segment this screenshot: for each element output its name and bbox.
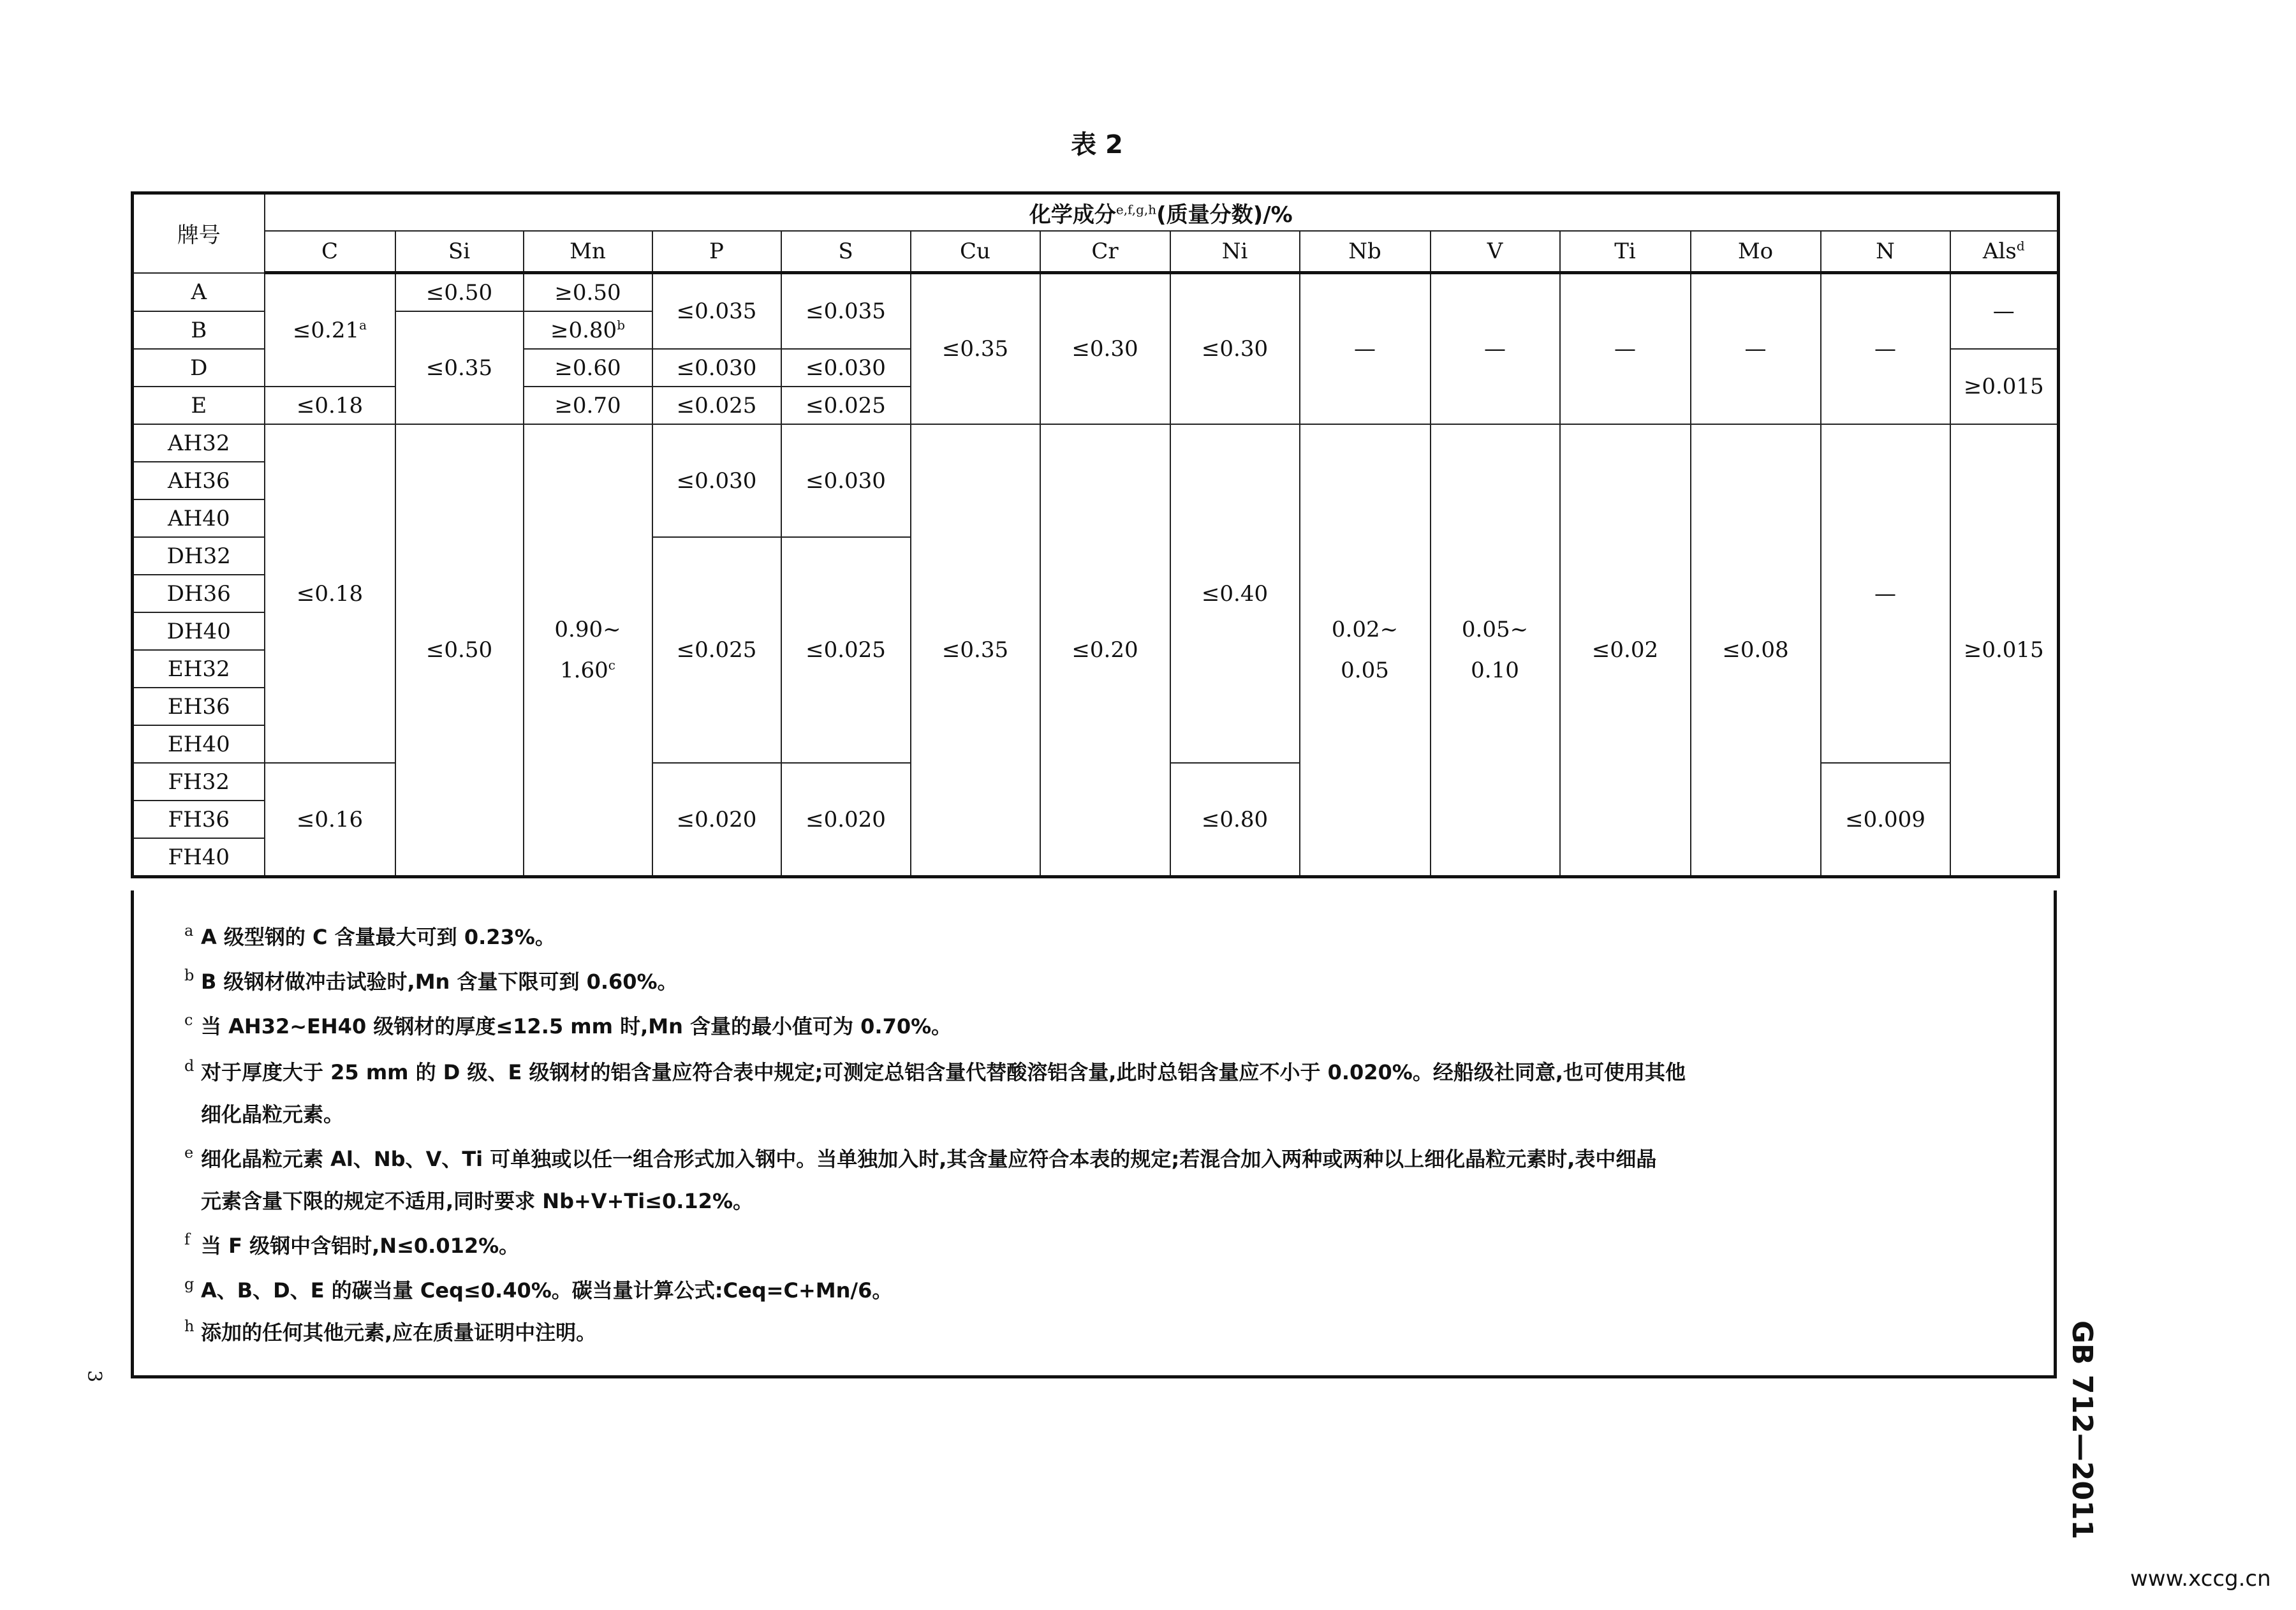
c-cell: ≤0.18: [265, 424, 395, 763]
cr-cell: ≤0.30: [1040, 273, 1170, 425]
si-cell: ≤0.35: [395, 311, 524, 424]
grade-header: 牌号: [133, 193, 265, 273]
chemical-composition-table: [131, 191, 2060, 878]
table-notes: [131, 890, 2057, 1378]
cr-cell: ≤0.20: [1040, 424, 1170, 877]
grade-cell: AH40: [133, 499, 265, 537]
ti-cell: ≤0.02: [1560, 424, 1691, 877]
table-title: 表 2: [1071, 130, 1123, 159]
ni-cell: ≤0.80: [1170, 763, 1300, 877]
col-header-si: Si: [395, 231, 524, 273]
watermark: www.xccg.cn: [2130, 1566, 2271, 1592]
grade-cell: FH40: [133, 838, 265, 877]
col-header-c: C: [265, 231, 395, 273]
note-d: d 对于厚度大于 25 mm 的 D 级、E 级钢材的铝含量应符合表中规定;可测定总铝含量代替酸溶铝含量,此时总铝含量应不小于 0.020%。经船级社同意,也可使用其他 细化晶粒元素。: [184, 1057, 1686, 1126]
grade-cell: A: [133, 273, 265, 312]
s-cell: ≤0.025: [781, 387, 911, 424]
s-cell: ≤0.030: [781, 424, 911, 537]
table-row: [133, 424, 2059, 462]
col-header-als: Als$^d$: [1950, 231, 2059, 273]
mn-cell: ≥0.50: [524, 273, 652, 312]
grade-cell: E: [133, 387, 265, 424]
col-header-nb: Nb: [1300, 231, 1431, 273]
p-cell: ≤0.030: [652, 424, 781, 537]
c-cell: ≤0.16: [265, 763, 395, 877]
c-cell: ≤0.21$^a$: [265, 273, 395, 387]
n-cell: ≤0.009: [1821, 763, 1950, 877]
col-header-cu: Cu: [911, 231, 1040, 273]
mn-cell: 0.90~ 1.60$^c$: [524, 424, 652, 877]
col-header-mn: Mn: [524, 231, 652, 273]
col-header-ti: Ti: [1560, 231, 1691, 273]
p-cell: ≤0.025: [652, 387, 781, 424]
s-cell: ≤0.035: [781, 273, 911, 350]
grade-cell: AH32: [133, 424, 265, 462]
p-cell: ≤0.025: [652, 537, 781, 763]
ti-cell: —: [1560, 273, 1691, 425]
mo-cell: ≤0.08: [1691, 424, 1821, 877]
si-cell: ≤0.50: [395, 424, 524, 877]
p-cell: ≤0.020: [652, 763, 781, 877]
note-f: f 当 F 级钢中含铝时,N≤0.012%。: [184, 1230, 520, 1258]
ni-cell: ≤0.30: [1170, 273, 1300, 425]
nb-cell: —: [1300, 273, 1431, 425]
grade-cell: DH32: [133, 537, 265, 575]
grade-cell: D: [133, 349, 265, 387]
grade-cell: EH40: [133, 725, 265, 763]
si-cell: ≤0.50: [395, 273, 524, 312]
v-cell: 0.05~ 0.10: [1431, 424, 1560, 877]
cu-cell: ≤0.35: [911, 424, 1040, 877]
grade-cell: B: [133, 311, 265, 349]
col-header-s: S: [781, 231, 911, 273]
note-a: a A 级型钢的 C 含量最大可到 0.23%。: [184, 922, 556, 949]
n-cell: —: [1821, 424, 1950, 763]
col-header-p: P: [652, 231, 781, 273]
grade-cell: FH36: [133, 801, 265, 838]
col-header-n: N: [1821, 231, 1950, 273]
v-cell: —: [1431, 273, 1560, 425]
table-row: [133, 273, 2059, 312]
col-header-cr: Cr: [1040, 231, 1170, 273]
col-header-mo: Mo: [1691, 231, 1821, 273]
grade-cell: EH32: [133, 650, 265, 688]
mn-cell: ≥0.60: [524, 349, 652, 387]
grade-cell: DH40: [133, 612, 265, 650]
grade-cell: EH36: [133, 688, 265, 725]
grade-cell: DH36: [133, 575, 265, 612]
als-cell: ≥0.015: [1950, 424, 2059, 877]
c-cell: ≤0.18: [265, 387, 395, 424]
note-b: b B 级钢材做冲击试验时,Mn 含量下限可到 0.60%。: [184, 966, 678, 994]
cu-cell: ≤0.35: [911, 273, 1040, 425]
nb-cell: 0.02~ 0.05: [1300, 424, 1431, 877]
note-h: h 添加的任何其他元素,应在质量证明中注明。: [184, 1317, 597, 1345]
note-g: g A、B、D、E 的碳当量 Ceq≤0.40%。碳当量计算公式:Ceq=C+Mn/6。: [184, 1275, 893, 1303]
mn-cell: ≥0.80$^b$: [524, 311, 652, 349]
s-cell: ≤0.025: [781, 537, 911, 763]
mn-cell: ≥0.70: [524, 387, 652, 424]
grade-cell: AH36: [133, 462, 265, 499]
ni-cell: ≤0.40: [1170, 424, 1300, 763]
s-cell: ≤0.020: [781, 763, 911, 877]
note-e: e 细化晶粒元素 Al、Nb、V、Ti 可单独或以任一组合形式加入钢中。当单独加入时,其含量应符合本表的规定;若混合加入两种或两种以上细化晶粒元素时,表中细晶 元素含量下限的规定不适用,同时要求 Nb+V+Ti≤0.12%。: [184, 1144, 1657, 1213]
col-header-ni: Ni: [1170, 231, 1300, 273]
mo-cell: —: [1691, 273, 1821, 425]
composition-group-header: 化学成分$^{e,f,g,h}$(质量分数)/%: [265, 193, 2059, 232]
standard-number: GB 712—2011: [2066, 1320, 2098, 1540]
s-cell: ≤0.030: [781, 349, 911, 387]
note-c: c 当 AH32~EH40 级钢材的厚度≤12.5 mm 时,Mn 含量的最小值可为 0.70%。: [184, 1011, 952, 1038]
n-cell: —: [1821, 273, 1950, 425]
p-cell: ≤0.035: [652, 273, 781, 350]
als-cell: —: [1950, 273, 2059, 350]
col-header-v: V: [1431, 231, 1560, 273]
p-cell: ≤0.030: [652, 349, 781, 387]
als-cell: ≥0.015: [1950, 349, 2059, 424]
grade-cell: FH32: [133, 763, 265, 801]
page-number: 3: [83, 1370, 106, 1383]
